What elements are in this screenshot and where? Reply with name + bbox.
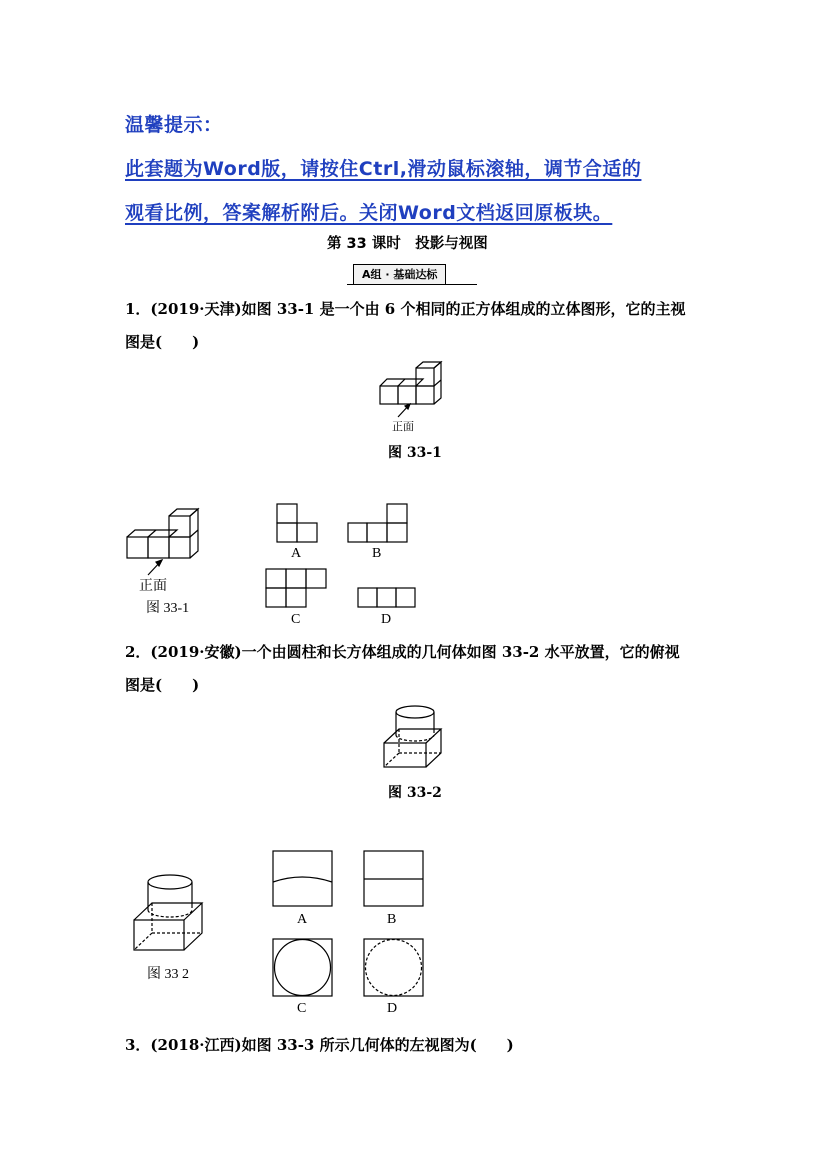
figure-33-2-caption: 图 33-2 <box>388 785 442 801</box>
question-1-line-2: 图是( ) <box>125 333 200 351</box>
group-badge: A组 · 基础达标 <box>353 264 446 285</box>
q1-option-d-label: D <box>381 612 392 627</box>
q1-option-d-view <box>357 587 417 609</box>
q1-option-a-label: A <box>291 546 302 561</box>
group-badge-frame <box>347 264 477 285</box>
q1-option-c-view <box>265 568 329 608</box>
q2-option-d-view <box>363 938 425 998</box>
q2-option-figure-solid <box>132 872 204 952</box>
q2-option-d-label: D <box>387 1001 398 1016</box>
q1-option-c-label: C <box>291 612 301 627</box>
question-2-line-1: 2．(2019·安徽)一个由圆柱和长方体组成的几何体如图 33-2 水平放置，它的俯视 <box>125 643 680 661</box>
q1-option-b-view <box>347 503 409 543</box>
q2-option-figure-caption: 图 33 2 <box>147 967 189 982</box>
q2-option-b-label: B <box>387 912 397 927</box>
q1-option-figure-arrow <box>146 558 168 576</box>
question-1-line-1: 1．(2019·天津)如图 33-1 是一个由 6 个相同的正方体组成的立体图形，它的主视 <box>125 300 686 318</box>
q2-option-a-view <box>272 850 334 908</box>
q2-option-b-view <box>363 850 425 908</box>
figure-33-1-front-label: 正面 <box>392 421 414 433</box>
q1-option-figure-front-label: 正面 <box>139 579 167 594</box>
q1-option-figure-cubes <box>126 508 201 560</box>
tip-line-1: 此套题为Word版，请按住Ctrl,滑动鼠标滚轴，调节合适的 <box>125 158 642 180</box>
q1-option-figure-caption: 图 33-1 <box>146 601 190 616</box>
figure-33-2-solid <box>382 703 444 769</box>
q1-option-b-label: B <box>372 546 382 561</box>
q2-option-c-label: C <box>297 1001 307 1016</box>
q2-option-a-label: A <box>297 912 308 927</box>
figure-33-1-caption: 图 33-1 <box>388 445 442 461</box>
question-2-line-2: 图是( ) <box>125 676 200 694</box>
tip-line-2: 观看比例，答案解析附后。关闭Word文档返回原板块。 <box>125 202 613 224</box>
lesson-title: 第 33 课时 投影与视图 <box>327 236 488 252</box>
figure-33-1-arrow <box>396 402 416 418</box>
q2-option-c-view <box>272 938 334 998</box>
tip-heading: 温馨提示： <box>125 114 223 136</box>
question-3-line-1: 3．(2018·江西)如图 33-3 所示几何体的左视图为( ) <box>125 1036 514 1054</box>
q1-option-a-view <box>276 503 320 543</box>
